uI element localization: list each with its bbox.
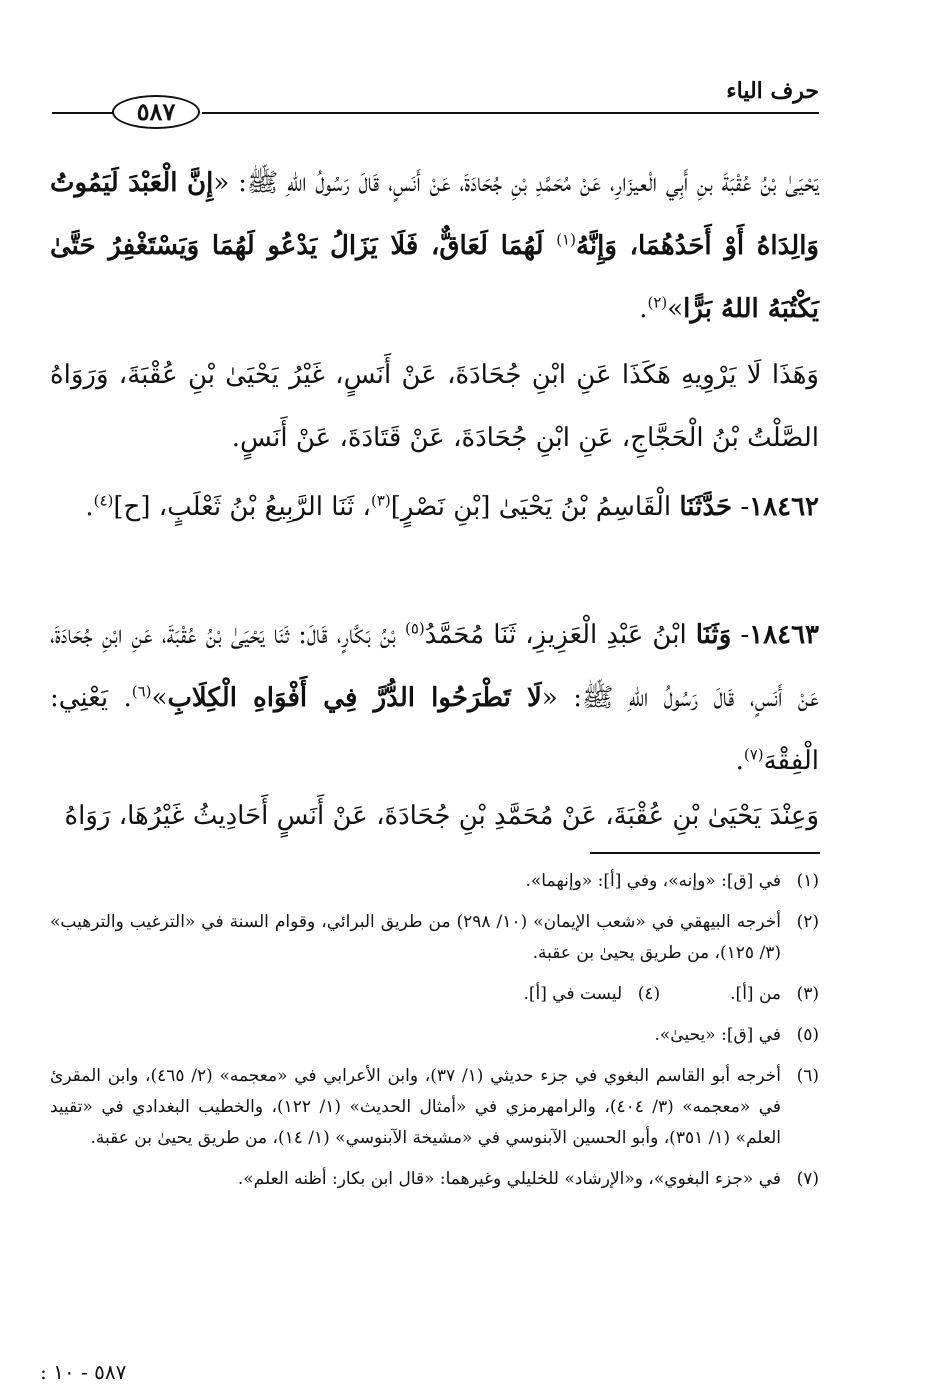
footnote-number: (٦) <box>796 1066 819 1086</box>
footnote-text: أخرجه البيهقي في «شعب الإيمان» (١٠/ ٢٩٨) من طريق البرائي، وقوام السنة في «الترغيب والترهيب» (٣/ ١٢٥)، من طريق يحيىٰ بن عقبة. <box>50 912 781 963</box>
paragraph-1 <box>50 152 819 341</box>
p1-hadith-text-a: إِنَّ الْعَبْدَ لَيَمُوتُ وَالِدَاهُ أَوْ أَحَدُهُمَا، وَإِنَّهُ <box>50 168 819 261</box>
footnote-3 <box>730 979 819 1010</box>
p3-dash: - <box>732 492 750 522</box>
footnote-ref-6[interactable]: (٦) <box>131 682 152 701</box>
header-rule-left <box>52 112 114 114</box>
p1-intro: يَحْيَىٰ بْنُ عُقْبَةَ بنِ أَبِي الْعيزَارِ، عَنْ مُحَمَّدِ بْنِ جُحَادَةَ، عَنْ أَنَسٍ، قَالَ رَسُولُ اللهِ ﷺ: « <box>213 168 820 198</box>
hadith-number-18463: ١٨٤٦٣ <box>749 620 819 650</box>
hadith-number-18462: ١٨٤٦٢ <box>749 492 819 522</box>
p4-keyword: وَثَنَا <box>695 620 732 650</box>
p2-text: وَهَذَا لَا يَرْوِيهِ هَكَذَا عَنِ ابْنِ جُحَادَةَ، عَنْ أَنَسٍ، غَيْرُ يَحْيَىٰ بْنِ عُقْبَةَ، وَرَوَاهُ الصَّلْتُ بْنُ الْحَجَّاجِ، عَنِ ابْنِ جُحَادَةَ، عَنْ قَتَادَةَ، عَنْ أَنَسٍ. <box>50 360 819 453</box>
paragraph-4 <box>50 604 819 793</box>
footnote-number: (١) <box>796 871 819 891</box>
p4-hadith-text: لَا تَطْرَحُوا الدُّرَّ فِي أَفْوَاهِ الْكِلَابِ <box>167 683 542 713</box>
p4-dash: - <box>731 620 750 650</box>
p3-text-b: ، ثَنَا الرَّبِيعُ بْنُ ثَعْلَبٍ، [ح] <box>113 492 371 522</box>
footnote-5 <box>50 1020 819 1051</box>
p4-end: . <box>735 746 744 776</box>
footnote-number: (٧) <box>796 1169 819 1189</box>
footnote-ref-1[interactable]: (١) <box>556 230 576 249</box>
p1-end: . <box>639 294 648 324</box>
footnote-row-3-4 <box>50 979 819 1010</box>
p4-quote-close: » <box>151 683 168 713</box>
p3-text-a: الْقَاسِمُ بْنُ يَحْيَىٰ [بْنِ نَصْرٍ] <box>390 492 680 522</box>
page-number-badge: ٥٨٧ <box>112 95 200 129</box>
footnote-7 <box>50 1164 819 1195</box>
footnote-number: (٤) <box>637 984 661 1004</box>
footnote-ref-4[interactable]: (٤) <box>93 491 114 510</box>
p4-text-b: بْنُ بَكَّارٍ، قَالَ: ثَنَا يَحْيَىٰ بْنُ عُقْبَةَ، عَنِ ابْنِ جُحَادَةَ، عَنْ أَنَسٍ، قَالَ رَسُولُ اللهِ ﷺ: « <box>50 620 819 713</box>
footnote-1 <box>50 866 819 897</box>
footnote-4 <box>523 979 660 1010</box>
p5-text: وَعِنْدَ يَحْيَىٰ بْنِ عُقْبَةَ، عَنْ مُحَمَّدِ بْنِ جُحَادَةَ، عَنْ أَنَسٍ أَحَادِيثُ غَيْرُهَا، رَوَاهُ <box>64 801 819 831</box>
footnote-text: ليست في [أ]. <box>523 984 623 1004</box>
p3-end: . <box>85 492 94 522</box>
footnote-number: (٥) <box>796 1025 819 1045</box>
p1-hadith-text-b: لَهُمَا لَعَاقٌّ، فَلَا يَزَالُ يَدْعُو لَهُمَا وَيَسْتَغْفِرُ حَتَّىٰ يَكْتُبَهُ اللهُ بَرًّا <box>50 231 819 324</box>
footnote-ref-3[interactable]: (٣) <box>370 491 391 510</box>
footnote-ref-2[interactable]: (٢) <box>647 293 668 312</box>
paragraph-3 <box>50 476 819 539</box>
footnote-text: في «جزء البغوي»، و«الإرشاد» للخليلي وغيرهما: «قال ابن بكار: أظنه العلم». <box>237 1169 781 1189</box>
footnote-text: أخرجه أبو القاسم البغوي في جزء حديثي (١/ ٣٧)، وابن الأعرابي في «معجمه» (٢/ ٤٦٥)، وابن المقرئ في «معجمه» (٣/ ٤٠٤)، والرامهرمزي في «أمثال الحديث» (١/ ١٢٢)، والخطيب البغدادي في «تقييد العلم» (١/ ٣٥١)، وأبو الحسين الآبنوسي في «مشيخة الآبنوسي» (١/ ١٤)، من طريق يحيىٰ بن عقبة. <box>50 1066 781 1148</box>
bottom-running-line: ٥٨٧ - ١٠ : <box>40 1360 127 1384</box>
footnote-text: في [ق]: «وإنه»، وفي [أ]: «وإنهما». <box>525 871 781 891</box>
paragraph-5 <box>50 785 819 848</box>
p1-quote-close: » <box>667 294 684 324</box>
p3-keyword: حَدَّثَنَا <box>679 492 733 522</box>
footnote-2 <box>50 907 819 969</box>
footnote-separator <box>590 852 820 854</box>
footnote-ref-5[interactable]: (٥) <box>404 619 425 638</box>
running-header-title: حرف الياء <box>726 78 819 104</box>
header-rule-right <box>202 112 819 114</box>
paragraph-2 <box>50 344 819 470</box>
p4-text-a: ابْنُ عَبْدِ الْعَزِيزِ، ثَنَا مُحَمَّدُ <box>424 620 696 650</box>
footnote-6 <box>50 1061 819 1154</box>
footnote-text: في [ق]: «يحيىٰ». <box>654 1025 781 1045</box>
footnote-number: (٢) <box>796 912 819 932</box>
footnote-number: (٣) <box>796 984 819 1004</box>
footnote-ref-7[interactable]: (٧) <box>743 745 764 764</box>
p4-text-c: . يَعْنِي: الْفِقْهَ <box>50 683 819 776</box>
footnote-text: من [أ]. <box>730 984 781 1004</box>
footnotes <box>50 866 819 1205</box>
